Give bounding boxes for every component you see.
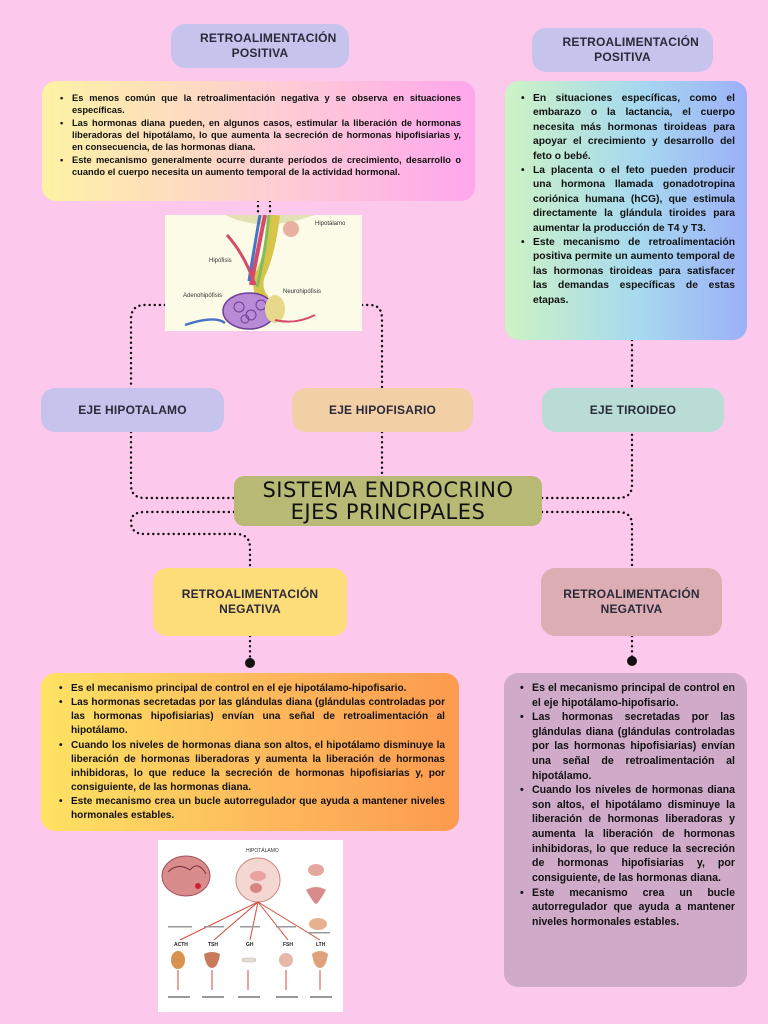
pituitary-gland-image (165, 215, 362, 331)
label-hipofisis: Hipófisis (209, 258, 232, 264)
pos-left-item: • Este mecanismo generalmente ocurre durante períodos de crecimiento, desarrollo o cuando el cuerpo necesita un aumento temporal de la actividad hormonal. (56, 154, 461, 179)
label-hipotalamo: Hipotálamo (315, 221, 346, 227)
header-negative-right: RETROALIMENTACIÓN NEGATIVA (541, 568, 722, 636)
neg-right-item: • Las hormonas secretadas por las glándulas diana (glándulas controladas por las hormonas hipofisiarias) envían una señal de retroalimentación al hipotálamo. (516, 710, 735, 783)
axis-hipotalamo: EJE HIPOTALAMO (41, 388, 224, 432)
pos-right-item: • La placenta o el feto pueden producir una hormona llamada gonadotropina coriónica humana (hCG), que estimula directamente la glándula tiroides para aumentar la producción de T4 y T3. (517, 164, 735, 236)
positive-left-box (42, 81, 475, 201)
hormone-lth: LTH (316, 942, 326, 948)
center-title-line2: EJES PRINCIPALES (290, 500, 486, 524)
center-title (234, 476, 542, 526)
pos-left-item: • Es menos común que la retroalimentación negativa y se observa en situaciones específicas. (56, 92, 461, 117)
neg-left-item: • Es el mecanismo principal de control en el eje hipotálamo-hipofisario. (55, 682, 445, 696)
endocrine-axis-image (158, 840, 343, 1012)
axis-diagram-title: HIPOTÁLAMO (246, 848, 279, 854)
axis-tiroideo: EJE TIROIDEO (542, 388, 724, 432)
negative-left-box (41, 673, 459, 831)
neg-right-item: • Cuando los niveles de hormonas diana son altos, el hipotálamo disminuye la liberación de hormonas liberadoras y aumenta la liberación de hormonas inhibidoras, lo que reduce la secreción de hormonas hipofisiarias y, por consiguiente, de las hormonas diana. (516, 783, 735, 885)
label-neurohipofisis: Neurohipófisis (283, 289, 322, 295)
neg-left-item: • Cuando los niveles de hormonas diana son altos, el hipotálamo disminuye la liberación de hormonas liberadoras y aumenta la liberación de hormonas inhibidoras, lo que reduce la secreción de hormonas hipofisiarias y, por consiguiente, de las hormonas diana. (55, 739, 445, 796)
pos-right-item: • En situaciones específicas, como el embarazo o la lactancia, el cuerpo necesita más hormonas tiroideas para apoyar el crecimiento y desarrollo del feto o bebé. (517, 92, 735, 164)
pos-left-item: • Las hormonas diana pueden, en algunos casos, estimular la liberación de hormonas liberadoras del hipotálamo, lo que aumenta la secreción de hormonas hipofisiarias y, en consecuencia, de las hormonas diana. (56, 117, 461, 154)
pituitary-illustration (165, 215, 362, 331)
neg-left-item: • Las hormonas secretadas por las glándulas diana (glándulas controladas por las hormonas hipofisiarias) envían una señal de retroalimentación al hipotálamo. (55, 696, 445, 738)
pos-right-item: • Este mecanismo de retroalimentación positiva permite un aumento temporal de las hormonas tiroideas para satisfacer las demandas específicas de estas etapas. (517, 236, 735, 308)
header-positive-left: RETROALIMENTACIÓN POSITIVA (171, 24, 349, 68)
header-positive-right: RETROALIMENTACIÓN POSITIVA (532, 28, 713, 72)
negative-right-box (504, 673, 747, 987)
neg-right-item: • Este mecanismo crea un bucle autorregulador que ayuda a mantener niveles hormonales estables. (516, 886, 735, 930)
label-adenohipofisis: Adenohipófisis (183, 293, 223, 299)
hormone-acth: ACTH (174, 942, 188, 948)
neg-right-item: • Es el mecanismo principal de control en el eje hipotálamo-hipofisario. (516, 681, 735, 710)
positive-right-box (505, 81, 747, 340)
hormone-tsh: TSH (208, 942, 218, 948)
header-negative-left: RETROALIMENTACIÓN NEGATIVA (153, 568, 347, 636)
axis-hipofisario: EJE HIPOFISARIO (292, 388, 473, 432)
center-title-line1: SISTEMA ENDROCRINO (262, 477, 514, 502)
hormone-fsh: FSH (283, 942, 293, 948)
hormone-axis-illustration (158, 840, 343, 1012)
neg-left-item: • Este mecanismo crea un bucle autorregulador que ayuda a mantener niveles hormonales estables. (55, 795, 445, 823)
hormone-gh: GH (246, 942, 254, 948)
